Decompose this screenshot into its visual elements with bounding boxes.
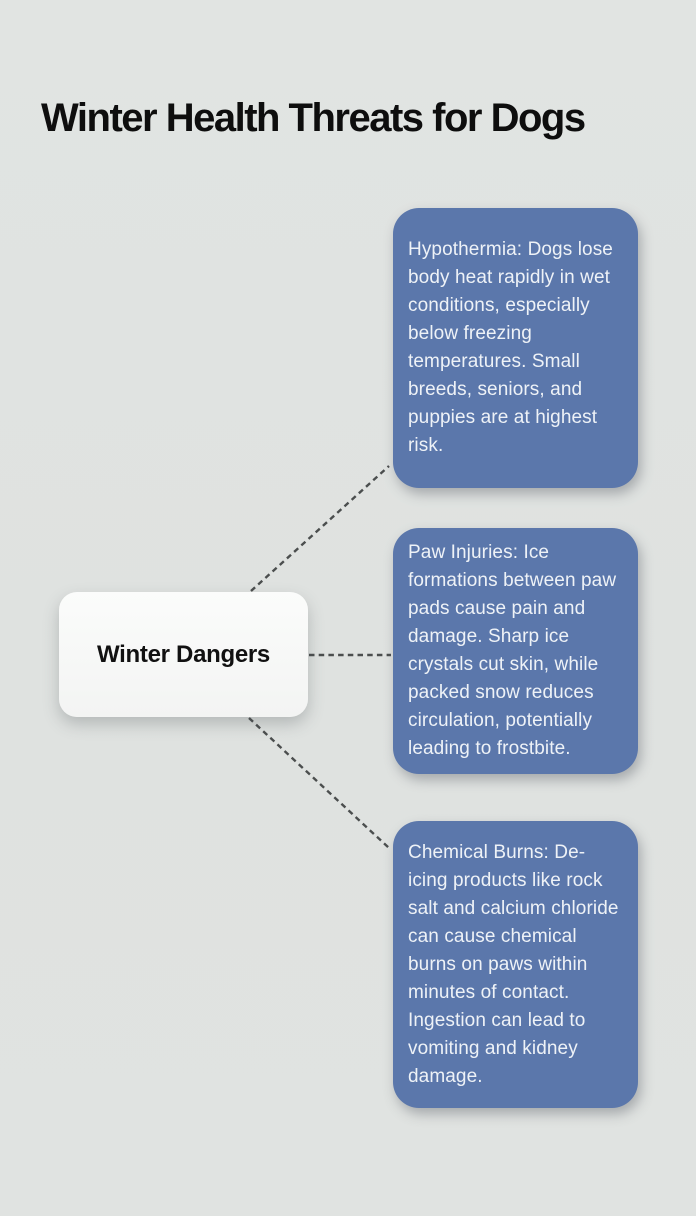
branch-node-chemical-burns	[393, 821, 638, 1108]
branch-node-paw-injuries	[393, 528, 638, 774]
center-node-winter-dangers	[59, 592, 308, 717]
center-node-label: Winter Dangers	[97, 640, 270, 668]
branch-node-hypothermia	[393, 208, 638, 488]
page-title: Winter Health Threats for Dogs	[41, 95, 585, 140]
branch-text-hypothermia: Hypothermia: Dogs lose body heat rapidly in wet conditions, especially below freezing temperatures. Small breeds, seniors, and puppies are at highest risk.	[408, 239, 613, 456]
connector-chemical-burns	[249, 718, 389, 848]
branch-text-chemical-burns: Chemical Burns: De-icing products like rock salt and calcium chloride can cause chemical burns on paws within minutes of contact. Ingestion can lead to vomiting and kidney damage.	[408, 841, 619, 1087]
branch-text-paw-injuries: Paw Injuries: Ice formations between paw pads cause pain and damage. Sharp ice crystals cut skin, while packed snow reduces circulation, potentially leading to frostbite.	[408, 542, 617, 759]
connector-hypothermia	[251, 466, 389, 591]
